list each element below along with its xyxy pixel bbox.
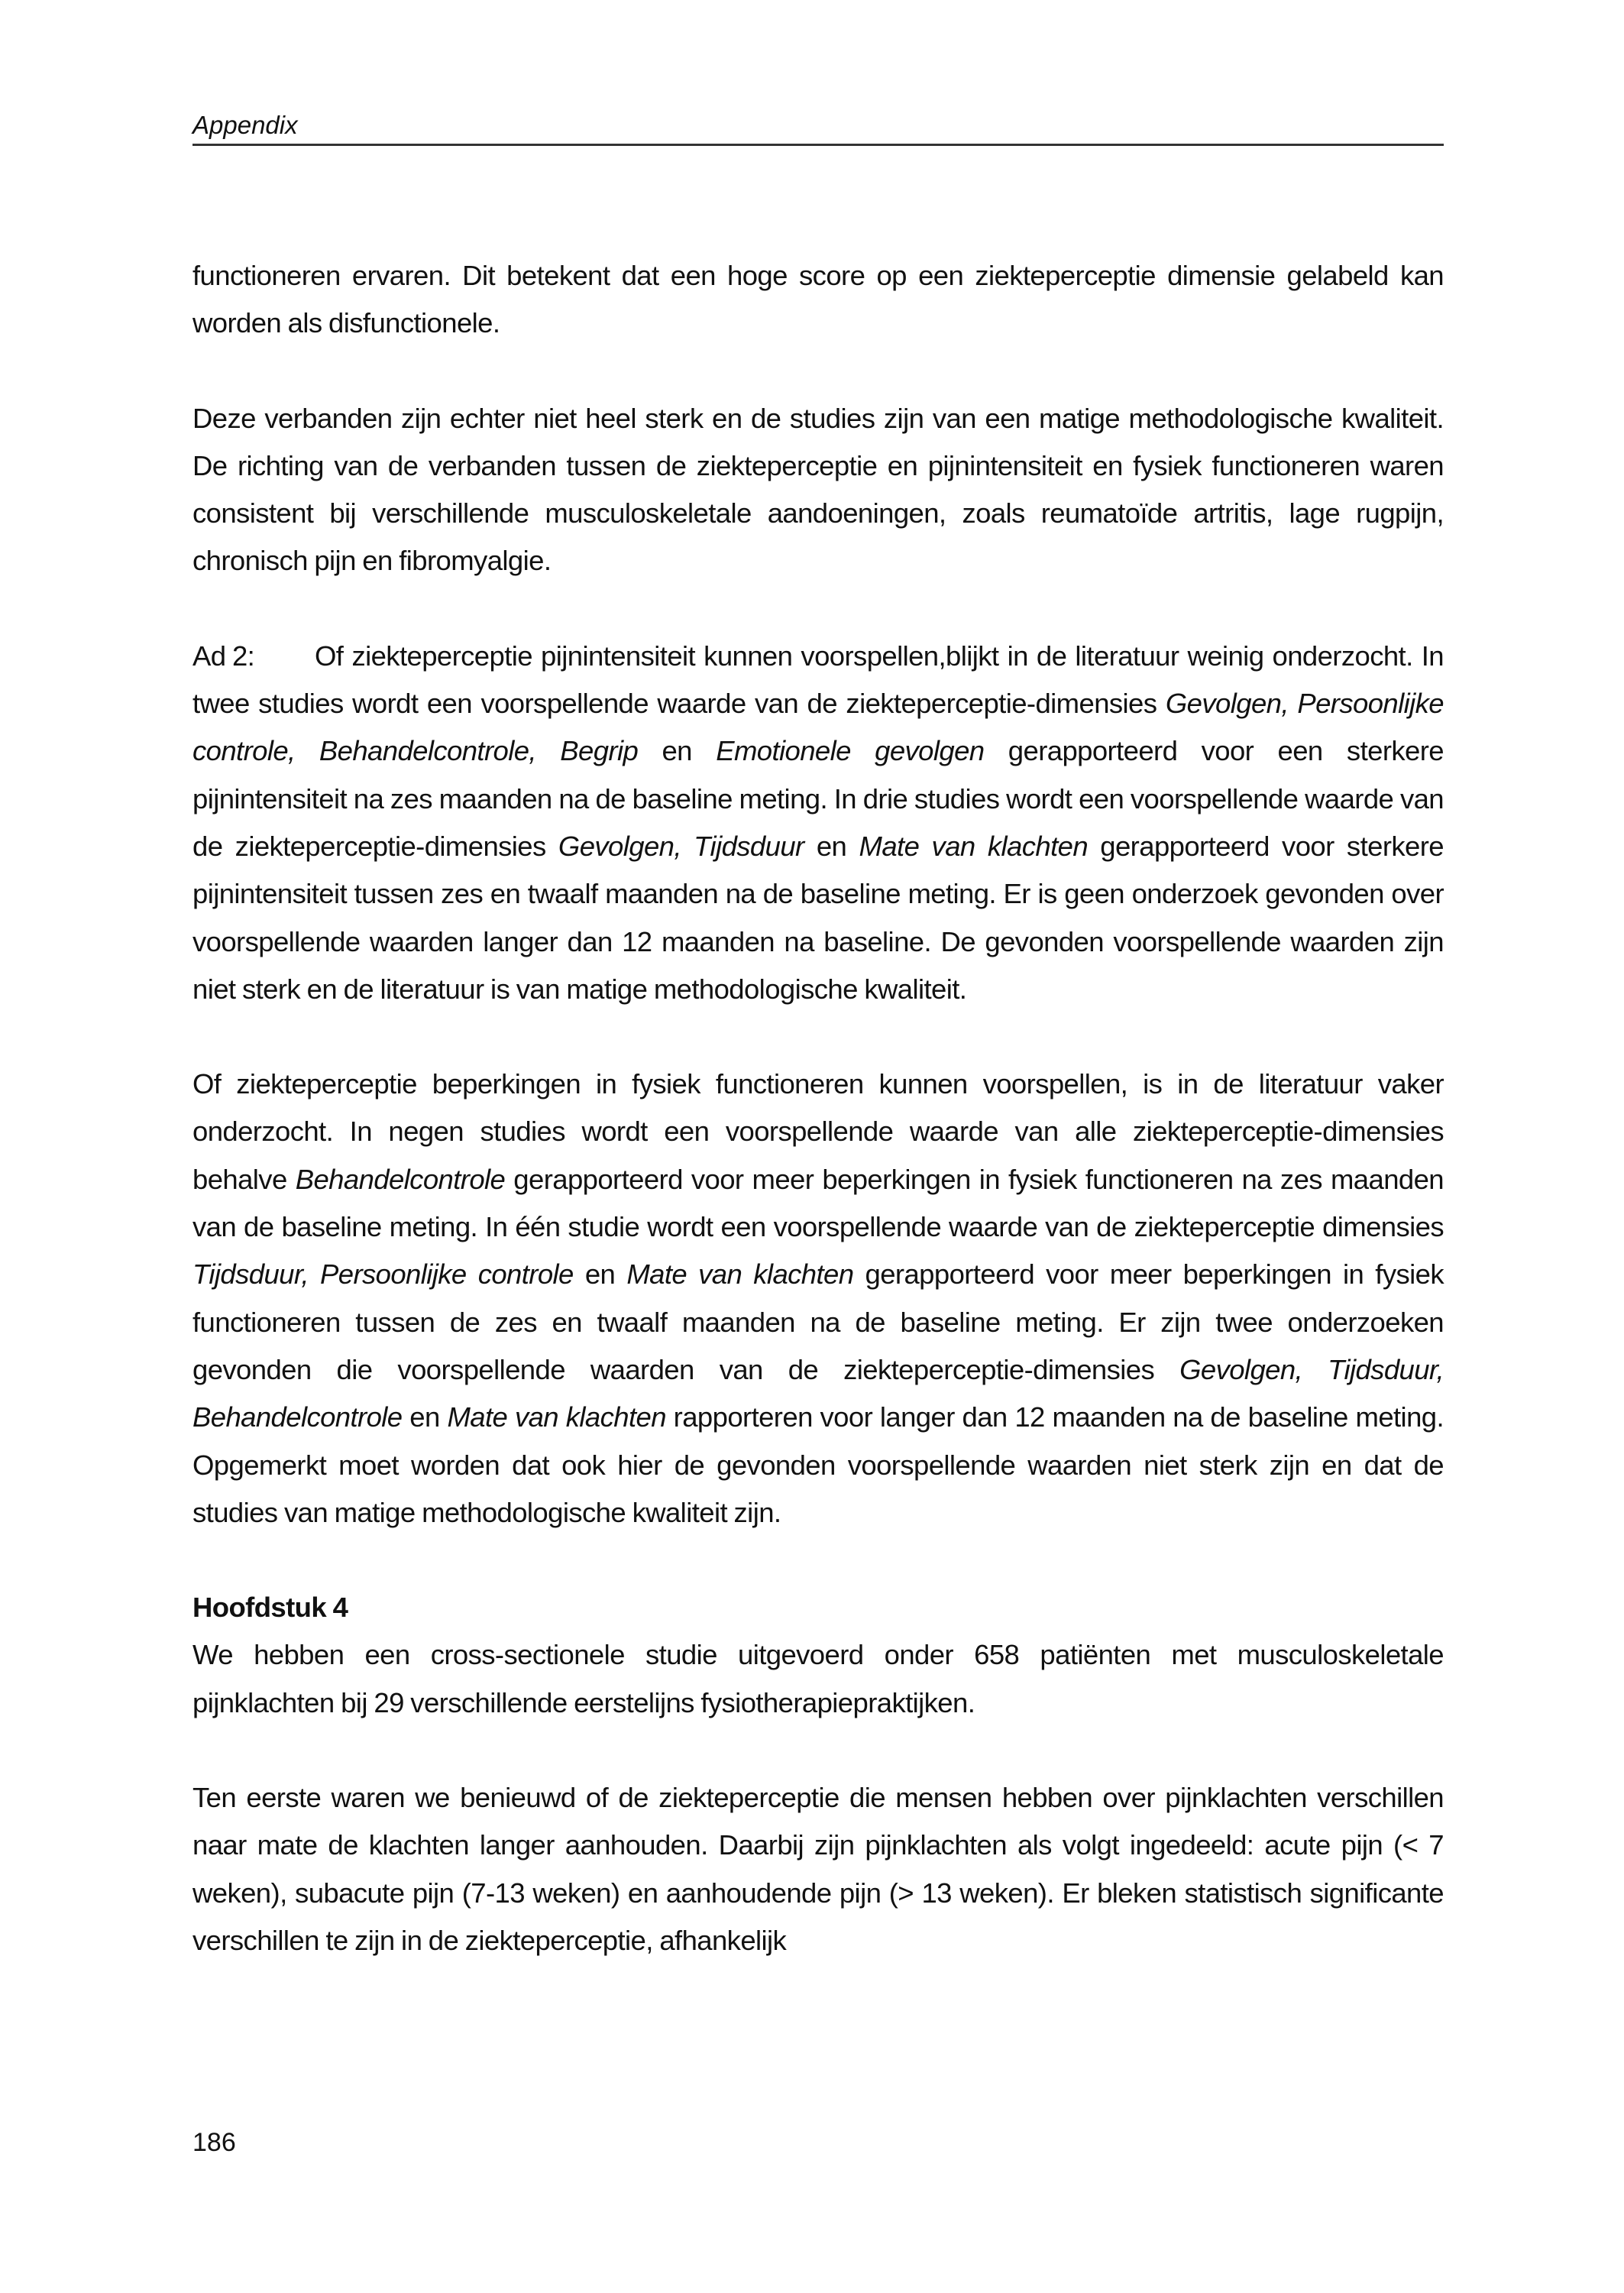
text-run: gerapporteerd voor meer beperkingen in fysiek functioneren na zes maanden van de baseline meting. In één studie wordt een voorspellende waarde van de ziekteperceptie dimensies: [192, 1163, 1444, 1243]
text-run: en: [573, 1258, 627, 1291]
italic-term: Gevolgen, Tijdsduur: [558, 830, 804, 862]
paragraph: [192, 1631, 1444, 1727]
paragraph-gap: [192, 1727, 1444, 1774]
italic-term: Mate van klachten: [859, 830, 1089, 862]
running-header: [192, 105, 1444, 146]
paragraph-label: Ad 2:: [192, 640, 255, 672]
text-run: Of ziekteperceptie beperkingen in fysiek functioneren kunnen voorspellen, is in de literatuur vaker onderzocht. In negen studies wordt een voorspellende waarde van alle ziekteperceptie-dimensies behalve: [192, 1068, 1444, 1195]
text-run: functioneren ervaren. Dit betekent dat een hoge score op een ziekteperceptie dimensie gelabeld kan worden als disfunctionele.: [192, 260, 1444, 339]
paragraph-gap: [192, 1537, 1444, 1584]
paragraph-gap: [192, 1013, 1444, 1061]
italic-term: Mate van klachten: [447, 1401, 666, 1433]
running-header-title: Appendix: [192, 111, 298, 139]
page-number: 186: [192, 2128, 236, 2157]
text-run: Deze verbanden zijn echter niet heel sterk en de studies zijn van een matige methodologische kwaliteit. De richting van de verbanden tussen de ziekteperceptie en pijnintensiteit en fysiek functioneren waren consistent bij verschillende musculoskeletale aandoeningen, zoals reumatoïde artritis, lage rugpijn, chronisch pijn en fibromyalgie.: [192, 402, 1444, 577]
paragraph-ad-2: [192, 633, 1444, 1013]
body-text: [192, 252, 1444, 1964]
italic-term: Behandelcontrole: [295, 1163, 506, 1195]
paragraph: [192, 252, 1444, 348]
paragraph-gap: [192, 585, 1444, 633]
paragraph: [192, 395, 1444, 585]
text-run: Ten eerste waren we benieuwd of de ziekteperceptie die mensen hebben over pijnklachten verschillen naar mate de klachten langer aanhouden. Daarbij zijn pijnklachten als volgt ingedeeld: acute pijn (< 7 weken), subacute pijn (7-13 weken) en aanhoudende pijn (> 13 weken). Er bleken statistisch significante verschillen te zijn in de ziekteperceptie, afhankelijk: [192, 1782, 1444, 1956]
paragraph-gap: [192, 348, 1444, 395]
text-run: We hebben een cross-sectionele studie uitgevoerd onder 658 patiënten met musculoskeletale pijnklachten bij 29 verschillende eerstelijns fysiotherapiepraktijken.: [192, 1639, 1444, 1718]
paragraph: [192, 1061, 1444, 1537]
text-run: gerapporteerd voor meer beperkingen in fysiek functioneren tussen de zes en twaalf maanden na de baseline meting. Er zijn twee onderzoeken gevonden die voorspellende waarden van de ziekteperceptie-dimensies: [192, 1258, 1444, 1385]
italic-term: Mate van klachten: [626, 1258, 854, 1291]
text-run: Of ziekteperceptie pijnintensiteit kunnen voorspellen,blijkt in de literatuur weinig onderzocht. In twee studies wordt een voorspellende waarde van de ziekteperceptie-dimensies: [192, 640, 1444, 720]
italic-term: Emotionele gevolgen: [716, 735, 985, 767]
text-run: gerapporteerd voor sterkere pijnintensiteit tussen zes en twaalf maanden na de baseline meting. Er is geen onderzoek gevonden over voorspellende waarden langer dan 12 maanden na baseline. De gevonden voorspellende waarden zijn niet sterk en de literatuur is van matige methodologische kwaliteit.: [192, 830, 1444, 1005]
italic-term: Gevolgen, Tijdsduur, Behandelcontrole: [192, 1353, 1444, 1433]
text-run: gerapporteerd voor een sterkere pijnintensiteit na zes maanden na de baseline meting. In drie studies wordt een voorspellende waarde van de ziekteperceptie-dimensies: [192, 735, 1444, 862]
paragraph: [192, 1774, 1444, 1964]
section-heading: Hoofdstuk 4: [192, 1592, 348, 1624]
text-run: en: [638, 735, 717, 767]
italic-term: Gevolgen, Persoonlijke controle, Behandelcontrole, Begrip: [192, 688, 1444, 767]
text-run: en: [402, 1401, 448, 1433]
document-page: [192, 0, 1444, 2293]
text-run: rapporteren voor langer dan 12 maanden na de baseline meting. Opgemerkt moet worden dat ook hier de gevonden voorspellende waarden niet sterk zijn en dat de studies van matige methodologische kwaliteit zijn.: [192, 1401, 1444, 1528]
italic-term: Tijdsduur, Persoonlijke controle: [192, 1258, 574, 1291]
text-run: en: [804, 830, 859, 862]
